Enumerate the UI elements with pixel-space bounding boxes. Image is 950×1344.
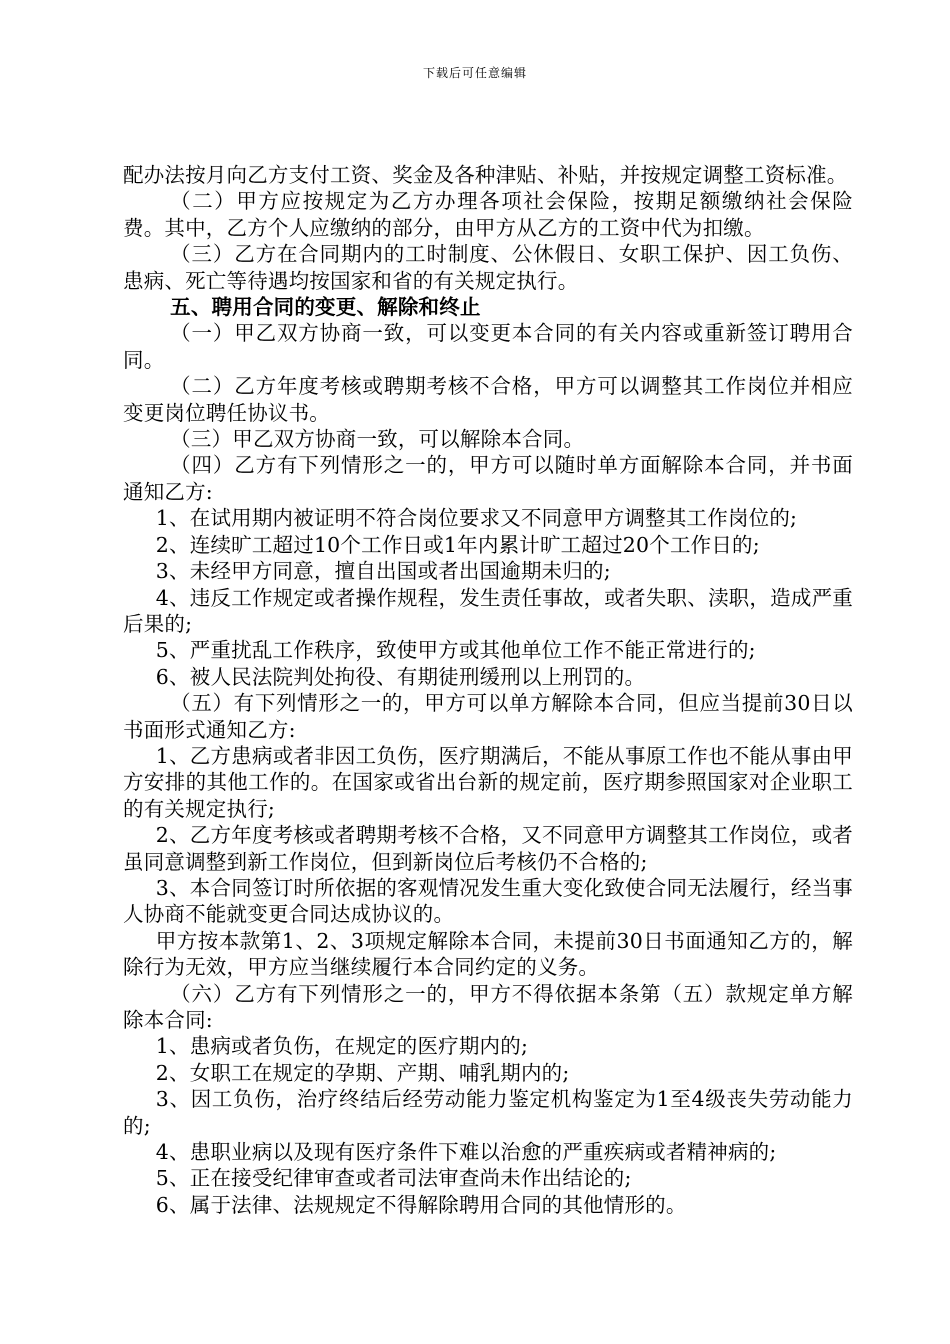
- paragraph: 甲方按本款第1、2、3项规定解除本合同，未提前30日书面通知乙方的，解除行为无效，甲方应当继续履行本合同约定的义务。: [123, 928, 853, 980]
- paragraph: （三）乙方在合同期内的工时制度、公休假日、女职工保护、因工负伤、患病、死亡等待遇均按国家和省的有关规定执行。: [123, 242, 853, 293]
- list-item: 6、被人民法院判处拘役、有期徒刑缓刑以上刑罚的。: [155, 664, 646, 689]
- page-header-note: 下载后可任意编辑: [422, 66, 527, 80]
- list-item: 4、患职业病以及现有医疗条件下难以治愈的严重疾病或者精神病的;: [155, 1140, 777, 1165]
- list-item: 1、患病或者负伤，在规定的医疗期内的;: [155, 1034, 529, 1059]
- list-item: 1、乙方患病或者非因工负伤，医疗期满后，不能从事原工作也不能从事由甲方安排的其他工作的。在国家或省出台新的规定前，医疗期参照国家对企业职工的有关规定执行;: [123, 743, 853, 821]
- paragraph: 配办法按月向乙方支付工资、奖金及各种津贴、补贴，并按规定调整工资标准。: [123, 163, 848, 187]
- list-item: 2、乙方年度考核或者聘期考核不合格，又不同意甲方调整其工作岗位，或者虽同意调整到新工作岗位，但到新岗位后考核仍不合格的;: [123, 823, 853, 874]
- list-item: 4、违反工作规定或者操作规程，发生责任事故，或者失职、渎职，造成严重后果的;: [123, 585, 853, 636]
- list-item: 2、连续旷工超过10个工作日或1年内累计旷工超过20个工作日的;: [155, 532, 760, 557]
- paragraph: （六）乙方有下列情形之一的，甲方不得依据本条第（五）款规定单方解除本合同:: [123, 981, 853, 1032]
- paragraph: （三）甲乙双方协商一致，可以解除本合同。: [170, 427, 585, 452]
- list-item: 3、未经甲方同意，擅自出国或者出国逾期未归的;: [155, 559, 611, 584]
- paragraph: （四）乙方有下列情形之一的，甲方可以随时单方面解除本合同，并书面通知乙方:: [123, 453, 853, 504]
- list-item: 1、在试用期内被证明不符合岗位要求又不同意甲方调整其工作岗位的;: [155, 506, 798, 531]
- paragraph: （二）乙方年度考核或聘期考核不合格，甲方可以调整其工作岗位并相应变更岗位聘任协议书。: [123, 374, 853, 425]
- list-item: 3、本合同签订时所依据的客观情况发生重大变化致使合同无法履行，经当事人协商不能就变更合同达成协议的。: [123, 875, 853, 927]
- list-item: 5、严重扰乱工作秩序，致使甲方或其他单位工作不能正常进行的;: [155, 638, 756, 663]
- list-item: 2、女职工在规定的孕期、产期、哺乳期内的;: [155, 1060, 570, 1085]
- paragraph: （二）甲方应按规定为乙方办理各项社会保险，按期足额缴纳社会保险费。其中，乙方个人应缴纳的部分，由甲方从乙方的工资中代为扣缴。: [123, 189, 853, 240]
- paragraph: （五）有下列情形之一的，甲方可以单方解除本合同，但应当提前30日以书面形式通知乙方:: [123, 691, 853, 742]
- section-heading: 五、聘用合同的变更、解除和终止: [170, 295, 481, 320]
- list-item: 3、因工负伤，治疗终结后经劳动能力鉴定机构鉴定为1至4级丧失劳动能力的;: [123, 1087, 853, 1138]
- list-item: 5、正在接受纪律审查或者司法审查尚未作出结论的;: [155, 1166, 632, 1191]
- document-body: [123, 162, 853, 1218]
- list-item: 6、属于法律、法规规定不得解除聘用合同的其他情形的。: [155, 1192, 687, 1217]
- paragraph: （一）甲乙双方协商一致，可以变更本合同的有关内容或重新签订聘用合同。: [123, 321, 853, 372]
